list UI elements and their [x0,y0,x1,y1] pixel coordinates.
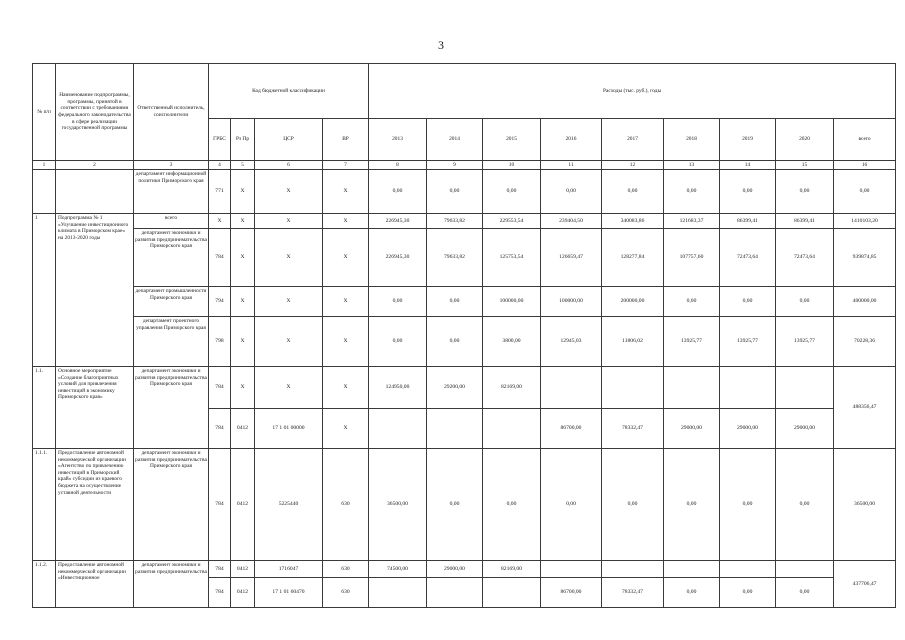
value-cell: 29000,00 [664,409,720,449]
col-name-header: Наименование подпрограммы, программы, принятой в соответствии с требованиями федерального законодательства в сфере реализации государственной программы [56,64,134,161]
vr-cell: Х [323,317,369,367]
rzpr-cell: 0412 [231,561,255,578]
value-cell: 340083,86 [602,214,664,229]
sub-header: всего [834,119,896,161]
index-cell: 15 [776,161,834,170]
value-cell: 0,00 [427,287,483,317]
value-cell: 126659,47 [541,229,602,287]
value-cell: 82169,00 [483,367,541,409]
total-cell: 0,00 [834,170,896,214]
sub-header: 2013 [369,119,427,161]
rzpr-cell: Х [231,214,255,229]
col-exec-header: Ответственный исполнитель, соисполнители [134,64,209,161]
header-row-1 [33,64,896,119]
value-cell: 0,00 [427,449,483,561]
value-cell: 0,00 [427,170,483,214]
value-cell [776,561,834,578]
sub-header: 2015 [483,119,541,161]
value-cell: 0,00 [602,449,664,561]
col-code-header: Код бюджетной классификации [209,64,369,119]
value-cell: 0,00 [720,578,776,608]
value-cell: 79633,82 [427,229,483,287]
value-cell: 86399,41 [720,214,776,229]
rzpr-cell: Х [231,317,255,367]
value-cell: 86399,41 [776,214,834,229]
row-name: Предоставление автономной некоммерческой организации «Инвестиционное [56,561,134,608]
value-cell [776,367,834,409]
index-cell: 16 [834,161,896,170]
rzpr-cell: 0412 [231,409,255,449]
grbs-cell: 784 [209,229,231,287]
total-cell: 437706,47 [834,561,896,608]
budget-table [32,63,896,608]
rzpr-cell: 0412 [231,449,255,561]
value-cell: 200000,00 [602,287,664,317]
index-cell: 12 [602,161,664,170]
index-cell: 8 [369,161,427,170]
value-cell: 0,00 [541,449,602,561]
index-row [33,161,896,170]
row-name: Предоставление автономной некоммерческой организации «Агентство по привлечению инвестиций в Приморский край» субсидии из краевого бюджета на осуществление уставной деятельности [56,449,134,561]
value-cell: 72473,64 [776,229,834,287]
value-cell [369,409,427,449]
value-cell: 0,00 [427,317,483,367]
rzpr-cell: 0412 [231,578,255,608]
row-name: Основное мероприятие «Создание благоприятных условий для привлечения инвестиций в экономику Приморского края» [56,367,134,449]
csr-cell: Х [255,214,323,229]
csr-cell: 1716047 [255,561,323,578]
table-row [33,449,896,561]
vr-cell: Х [323,229,369,287]
value-cell: 0,00 [664,287,720,317]
value-cell [720,561,776,578]
sub-header: 2019 [720,119,776,161]
row-name: Подпрограмма № 1 «Улучшение инвестиционного климата в Приморском крае» на 2013-2020 годы [56,214,134,367]
row-number [33,170,56,214]
value-cell: 29200,00 [427,367,483,409]
value-cell: 13925,77 [664,317,720,367]
value-cell: 79633,82 [427,214,483,229]
value-cell [427,409,483,449]
vr-cell: Х [323,287,369,317]
value-cell: 229553,54 [483,214,541,229]
index-cell: 14 [720,161,776,170]
value-cell: 128277,84 [602,229,664,287]
index-cell: 5 [231,161,255,170]
rzpr-cell: Х [231,367,255,409]
sub-header: 2014 [427,119,483,161]
value-cell: 29000,00 [776,409,834,449]
vr-cell: Х [323,409,369,449]
table-row [33,214,896,229]
row-name [56,170,134,214]
value-cell: 29000,00 [720,409,776,449]
value-cell: 82169,00 [483,561,541,578]
value-cell: 124950,00 [369,367,427,409]
row-number: 1.1.2. [33,561,56,608]
vr-cell: Х [323,170,369,214]
value-cell: 13925,77 [720,317,776,367]
vr-cell: 630 [323,561,369,578]
value-cell: 107757,60 [664,229,720,287]
csr-cell: 5225440 [255,449,323,561]
index-cell: 2 [56,161,134,170]
grbs-cell: 784 [209,578,231,608]
csr-cell: Х [255,287,323,317]
value-cell: 0,00 [720,449,776,561]
csr-cell: Х [255,229,323,287]
rzpr-cell: Х [231,287,255,317]
vr-cell: 630 [323,449,369,561]
index-cell: 10 [483,161,541,170]
vr-cell: 630 [323,578,369,608]
grbs-cell: 784 [209,561,231,578]
row-executor: департамент промышленности Приморского края [134,287,209,317]
value-cell: 0,00 [369,170,427,214]
sub-header: 2020 [776,119,834,161]
index-cell: 3 [134,161,209,170]
sub-header: 2017 [602,119,664,161]
value-cell: 0,00 [369,317,427,367]
vr-cell: Х [323,367,369,409]
value-cell: 78332,47 [602,409,664,449]
index-cell: 11 [541,161,602,170]
sub-header: ГРБС [209,119,231,161]
value-cell [427,578,483,608]
value-cell: 86700,00 [541,578,602,608]
value-cell: 0,00 [602,170,664,214]
value-cell [541,367,602,409]
total-cell: 400000,00 [834,287,896,317]
value-cell [541,561,602,578]
grbs-cell: 794 [209,287,231,317]
value-cell: 125753,54 [483,229,541,287]
value-cell: 121683,37 [664,214,720,229]
value-cell: 0,00 [483,449,541,561]
total-cell: 1410103,20 [834,214,896,229]
value-cell: 0,00 [720,287,776,317]
row-executor: департамент экономики и развития предпринимательства [134,561,209,608]
value-cell: 0,00 [664,170,720,214]
col-no-header: № п/п [33,64,56,161]
table-row [33,367,896,409]
value-cell: 72473,64 [720,229,776,287]
table-row [33,229,896,287]
sub-header: 2018 [664,119,720,161]
value-cell: 100000,00 [541,287,602,317]
sub-header: Рз Пр [231,119,255,161]
value-cell [602,561,664,578]
value-cell: 0,00 [720,170,776,214]
table-row [33,287,896,317]
csr-cell: Х [255,170,323,214]
value-cell [602,367,664,409]
index-cell: 9 [427,161,483,170]
csr-cell: Х [255,317,323,367]
table-row [33,317,896,367]
grbs-cell: 771 [209,170,231,214]
value-cell: 29000,00 [427,561,483,578]
grbs-cell: 798 [209,317,231,367]
value-cell: 86700,00 [541,409,602,449]
sub-header: ЦСР [255,119,323,161]
grbs-cell: 784 [209,367,231,409]
row-executor: департамент экономики и развития предпринимательства Приморского края [134,367,209,449]
table-row [33,170,896,214]
index-cell: 4 [209,161,231,170]
row-executor: всего [134,214,209,229]
col-expenses-header: Расходы (тыс. руб.), годы [369,64,896,119]
rzpr-cell: Х [231,229,255,287]
row-executor: департамент экономики и развития предпринимательства Приморского края [134,449,209,561]
value-cell [664,367,720,409]
csr-cell: Х [255,367,323,409]
value-cell: 0,00 [664,449,720,561]
row-number: 1 [33,214,56,367]
value-cell: 74500,00 [369,561,427,578]
value-cell: 0,00 [541,170,602,214]
value-cell [369,578,427,608]
sub-header: ВР [323,119,369,161]
total-cell: 939874,85 [834,229,896,287]
value-cell [483,578,541,608]
rzpr-cell: Х [231,170,255,214]
grbs-cell: Х [209,214,231,229]
value-cell: 100000,00 [483,287,541,317]
value-cell: 0,00 [664,578,720,608]
row-executor: департамент информационной политики Приморского края [134,170,209,214]
value-cell: 239404,50 [541,214,602,229]
row-number: 1.1. [33,367,56,449]
vr-cell: Х [323,214,369,229]
row-number: 1.1.1. [33,449,56,561]
value-cell: 226945,30 [369,214,427,229]
value-cell: 3800,00 [483,317,541,367]
total-cell: 70228,36 [834,317,896,367]
value-cell [664,561,720,578]
value-cell: 36500,00 [369,449,427,561]
value-cell [720,367,776,409]
value-cell: 0,00 [776,287,834,317]
value-cell: 0,00 [776,578,834,608]
page-number: 3 [438,38,444,52]
csr-cell: 17 1 01 60470 [255,578,323,608]
value-cell: 0,00 [776,170,834,214]
total-cell: 36500,00 [834,449,896,561]
index-cell: 6 [255,161,323,170]
value-cell: 11806,02 [602,317,664,367]
grbs-cell: 784 [209,409,231,449]
index-cell: 13 [664,161,720,170]
value-cell [483,409,541,449]
sub-header: 2016 [541,119,602,161]
index-cell: 7 [323,161,369,170]
value-cell: 12945,03 [541,317,602,367]
value-cell: 0,00 [483,170,541,214]
value-cell: 0,00 [369,287,427,317]
value-cell: 13925,77 [776,317,834,367]
grbs-cell: 784 [209,449,231,561]
value-cell: 0,00 [776,449,834,561]
value-cell: 226945,30 [369,229,427,287]
table-row [33,561,896,578]
row-executor: департамент экономики и развития предпринимательства Приморского края [134,229,209,287]
value-cell: 78332,47 [602,578,664,608]
csr-cell: 17 1 01 00000 [255,409,323,449]
index-cell: 1 [33,161,56,170]
total-cell: 488356,47 [834,367,896,449]
row-executor: департамент проектного управления Приморского края [134,317,209,367]
